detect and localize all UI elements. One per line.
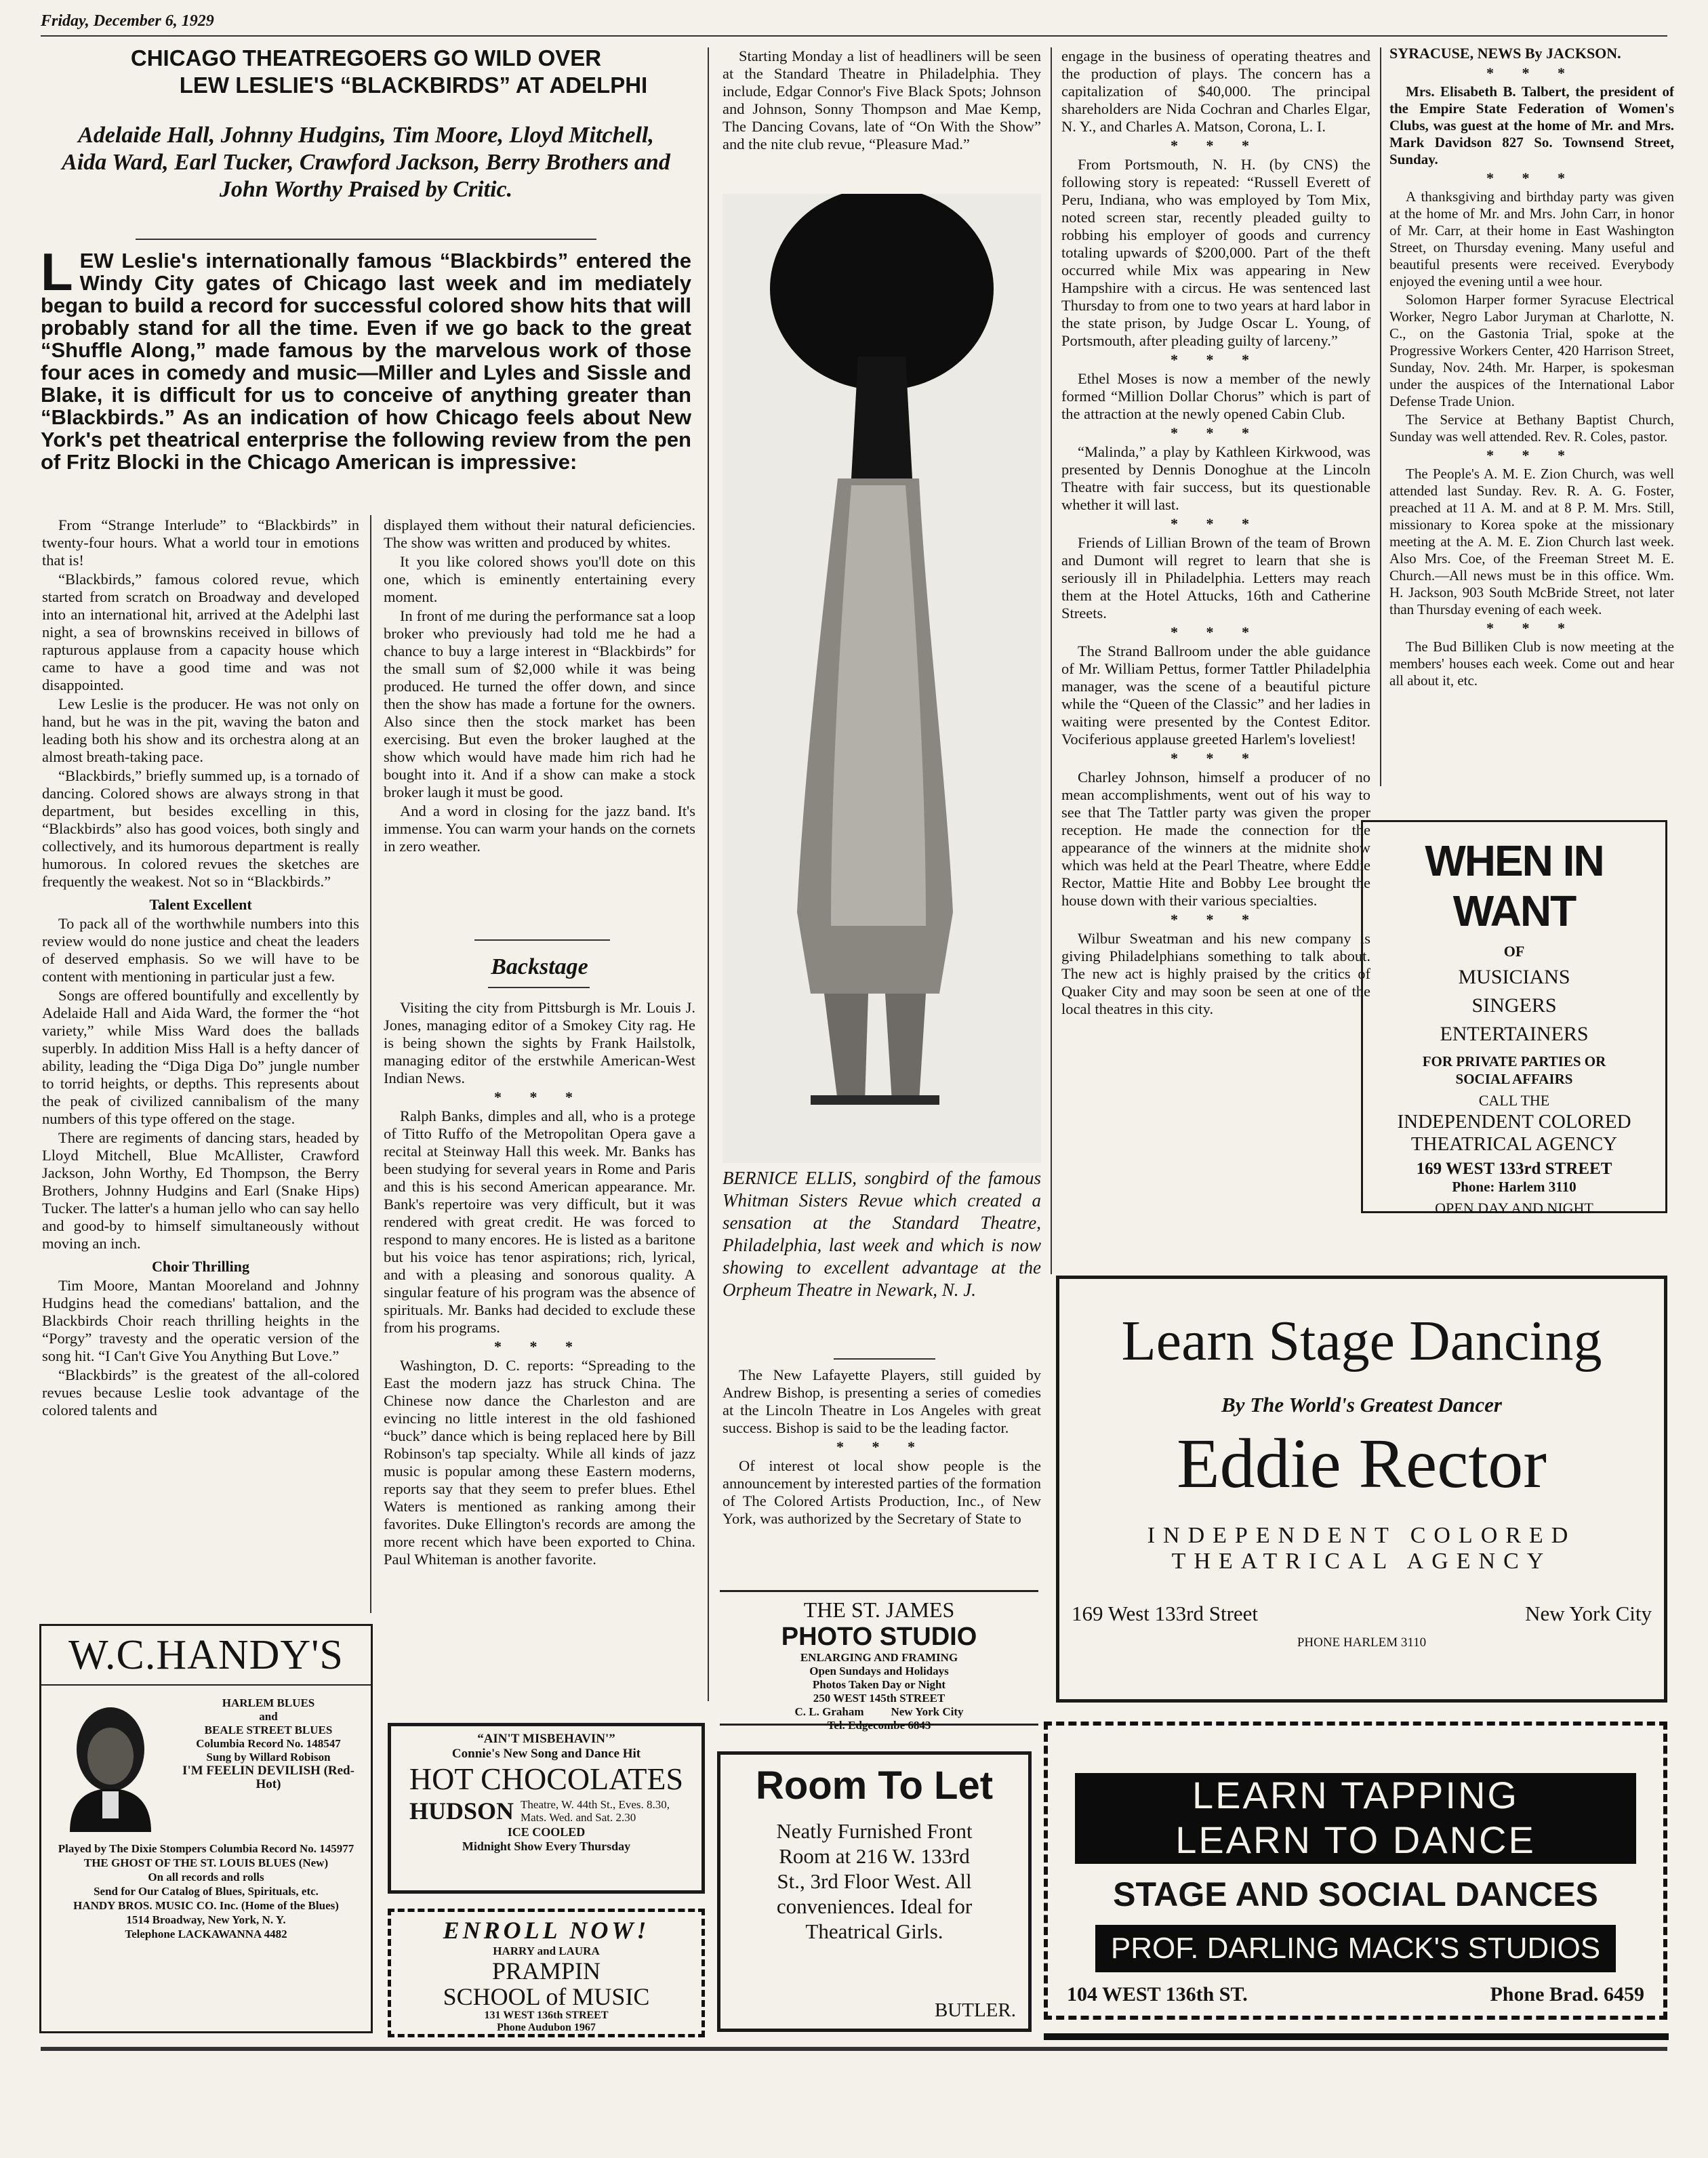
handy-line: THE GHOST OF THE ST. LOUIS BLUES (New) bbox=[83, 1856, 329, 1869]
handy-portrait-icon bbox=[56, 1696, 165, 1832]
eddie-rector-ad bbox=[1056, 1276, 1667, 1703]
mack-line-2: LEARN TO DANCE bbox=[1175, 1818, 1536, 1861]
caption-rule bbox=[834, 1358, 935, 1360]
mack-phone: Phone Brad. 6459 bbox=[1490, 1983, 1644, 2006]
handy-lower-text bbox=[49, 1841, 363, 1941]
hot-sub: Connie's New Song and Dance Hit bbox=[451, 1747, 641, 1761]
column-rule bbox=[370, 515, 371, 1613]
prampin-school-1: PRAMPIN bbox=[491, 1957, 601, 1984]
ad-for: FOR PRIVATE PARTIES OR SOCIAL AFFAIRS bbox=[1422, 1053, 1606, 1087]
story-paragraph: It you like colored shows you'll dote on this one, which is eminently entertaining every moment. bbox=[384, 553, 695, 605]
news-paragraph: engage in the business of operating theatres and the production of plays. The concern has a capitalization of $40,000. The principal shareholders are Nida Cochran and Charles Elgar, N. Y., and Charles A. Matson, Corona, L. I. bbox=[1061, 47, 1370, 135]
prampin-title: ENROLL NOW! bbox=[443, 1917, 650, 1944]
eddie-name: Eddie Rector bbox=[1177, 1425, 1547, 1503]
handy-line: 1514 Broadway, New York, N. Y. bbox=[126, 1913, 286, 1926]
ad-call: CALL THE bbox=[1478, 1092, 1550, 1109]
handy-line: HARLEM BLUES bbox=[222, 1696, 315, 1709]
section-stars: * * * bbox=[1486, 619, 1577, 636]
news-paragraph: Charley Johnson, himself a producer of no mean accomplishments, went out of his way to see that The Tattler party was given the proper reception. He made the connection for the appearance of the winners at the midnite show which was held at the Pearl Theatre, where Eddie Rector, Mattie Hite and Bobby Lee brought the house down with their various specialties. bbox=[1061, 769, 1370, 909]
story-paragraph: In front of me during the performance sat a loop broker who previously had told me he had a chance to buy a large interest in “Blackbirds” for the small sum of $2,000 while it was being produced. He turned the offer down, and since then the show has made a fortune for the owners. Also since then the stock market has been exercising. But even the broker laughed at the show which would have made him rich had he bought into it. And if a show can make a stock broker laugh it must be good. bbox=[384, 607, 695, 800]
portrait-figure bbox=[723, 194, 1041, 1163]
darling-mack-ad bbox=[1044, 1722, 1667, 2020]
deck-rule bbox=[136, 239, 596, 240]
column-3-bottom bbox=[723, 1366, 1041, 1570]
section-stars: * * * bbox=[1171, 137, 1261, 154]
eddie-tagline: By The World's Greatest Dancer bbox=[1221, 1393, 1502, 1417]
story-column-1 bbox=[42, 516, 359, 1601]
handy-line: I'M FEELIN DEVILISH (Red-Hot) bbox=[182, 1764, 354, 1791]
st-james-city: New York City bbox=[891, 1705, 964, 1718]
handy-line: Sung by Willard Robison bbox=[206, 1751, 331, 1764]
mack-address: 104 WEST 136th ST. bbox=[1067, 1983, 1248, 2006]
st-james-ad bbox=[720, 1590, 1038, 1732]
hot-row bbox=[391, 1797, 702, 1825]
section-stars: * * * bbox=[1171, 911, 1261, 928]
handy-text bbox=[170, 1696, 367, 1791]
handy-line: and bbox=[259, 1710, 278, 1723]
news-paragraph: The Service at Bethany Baptist Church, Sunday was well attended. Rev. R. Coles, pastor. bbox=[1389, 411, 1674, 445]
news-paragraph: The Bud Billiken Club is now meeting at the members' houses each week. Come out and hear all about it, etc. bbox=[1389, 638, 1674, 689]
eddie-phone: PHONE HARLEM 3110 bbox=[1297, 1635, 1427, 1650]
section-stars: * * * bbox=[1171, 424, 1261, 441]
main-headline bbox=[41, 45, 691, 99]
section-stars: * * * bbox=[1486, 169, 1577, 186]
headline-line-2: LEW LESLIE'S “BLACKBIRDS” AT ADELPHI bbox=[179, 73, 648, 98]
news-paragraph: Wilbur Sweatman and his new company is giving Philadelphians something to talk about. The new act is highly praised by the critics of Quaker City and may soon be seen at one of the local theatres in this city. bbox=[1061, 930, 1370, 1017]
column-4 bbox=[1061, 47, 1370, 1267]
backstage-rule bbox=[488, 987, 590, 988]
hot-title: HOT CHOCOLATES bbox=[409, 1762, 684, 1796]
lead-text: EW Leslie's internationally famous “Blackbirds” entered the Windy City gates of Chicago last week and im mediately began to build a record for successful colored show hits that will probably stand for all the time. Even if we go back to the great “Shuffle Along,” made famous by the marvelous work of those four aces in comedy and music—Miller and Lyles and Sissle and Blake, it is difficult for us to conceive of anything greater than “Blackbirds.” As an indication of how Chicago feels about New York's pet theatrical enterprise the following review from the pen of Fritz Blocki in the Chicago American is impressive: bbox=[41, 249, 691, 474]
backstage-paragraph: Ralph Banks, dimples and all, who is a protege of Titto Ruffo of the Metropolitan Opera gave a recital at Steinway Hall this week. Mr. Banks has been studying for several years in Rome and Paris and this is his second American appearance. Mr. Bank's repertoire was very difficult, but it was rendered with great credit. He was forced to respond to many encores. He is listed as a baritone but his voice has tenor aspirations; rich, lyrical, and with a pleasing and sonorous quality. A singular feature of his program was the absence of spirituals. Mr. Banks had decided to exclude these from his programs. bbox=[384, 1107, 695, 1336]
st-james-title-1: THE ST. JAMES bbox=[803, 1597, 955, 1622]
when-in-want-title: WHEN IN WANT bbox=[1425, 836, 1604, 935]
column-3-top bbox=[723, 47, 1041, 183]
eddie-headline: Learn Stage Dancing bbox=[1121, 1309, 1602, 1372]
bottom-rule-fade bbox=[41, 2047, 1667, 2051]
prampin-phone: Phone Audubon 1967 bbox=[497, 2022, 596, 2033]
section-stars: * * * bbox=[1171, 351, 1261, 368]
handy-line: HANDY BROS. MUSIC CO. Inc. (Home of the Blues) bbox=[73, 1899, 339, 1912]
when-in-want-ad bbox=[1361, 820, 1667, 1217]
mack-line-4: PROF. DARLING MACK'S STUDIOS bbox=[1095, 1925, 1616, 1972]
st-james-owner: C. L. Graham bbox=[794, 1705, 864, 1718]
news-paragraph: The Strand Ballroom under the able guidance of Mr. William Pettus, former Tattler Philadelphia manager, was the scene of a beautiful picture while the “Queen of the Classic” and her ladies in waiting were presented by the Contest Editor. Vociferious applause greeted Harlem's loveliest! bbox=[1061, 643, 1370, 748]
hot-theatre: HUDSON bbox=[409, 1797, 514, 1825]
story-paragraph: “Blackbirds” is the greatest of the all-colored revues because Leslie took advantage of the colored talents and bbox=[42, 1366, 359, 1419]
story-paragraph: To pack all of the worthwhile numbers into this review would do none justice and cheat the leaders of deserved emphasis. So we will have to be content with mentioning in particular just a few. bbox=[42, 915, 359, 985]
subhead-talent: Talent Excellent bbox=[149, 896, 252, 913]
story-paragraph: displayed them without their natural deficiencies. The show was written and produced by whites. bbox=[384, 516, 695, 551]
ad-line: ENTERTAINERS bbox=[1440, 1023, 1589, 1045]
section-stars: * * * bbox=[1171, 750, 1261, 767]
drop-cap: L bbox=[41, 242, 73, 302]
st-james-row bbox=[720, 1705, 1038, 1719]
section-stars: * * * bbox=[836, 1438, 927, 1455]
room-sign: BUTLER. bbox=[934, 1999, 1016, 2021]
backstage-paragraph: Washington, D. C. reports: “Spreading to the East the modern jazz has struck China. The Chinese now dance the Charleston and are evincing no little interest in the old fashioned “buck” dance which is being replaced here by Bill Robinson's tap specialty. While all kinds of jazz music is popular among these Eastern moderns, reports say that they seem to prefer blues. Ethel Waters is mentioned as ranking among their favorites. Duke Ellington's records are among the more recent which have been exported to China. Paul Whiteman is another favorite. bbox=[384, 1357, 695, 1568]
st-james-line: Photos Taken Day or Night bbox=[812, 1678, 946, 1691]
handy-line: Send for Our Catalog of Blues, Spirituals, etc. bbox=[94, 1885, 319, 1898]
headline-line-1: CHICAGO THEATREGOERS GO WILD OVER bbox=[130, 45, 602, 70]
handy-line: On all records and rolls bbox=[148, 1871, 264, 1884]
story-paragraph: There are regiments of dancing stars, headed by Lloyd Mitchell, Blue McAllister, Crawford Jackson, John Worthy, Ed Thompson, the Berry Brothers, Johnny Hudgins and Earl (Snake Hips) Tucker. The latter's a human jello who can say hello and good-by to himself simultaneously without moving an inch. bbox=[42, 1129, 359, 1252]
subhead-choir: Choir Thrilling bbox=[151, 1258, 250, 1275]
hot-details: Theatre, W. 44th St., Eves. 8.30, Mats. Wed. and Sat. 2.30 bbox=[521, 1798, 670, 1824]
ad-line: MUSICIANS bbox=[1458, 966, 1570, 988]
story-paragraph: “Blackbirds,” briefly summed up, is a tornado of dancing. Colored shows are always strong in that department, but besides excelling in this, “Blackbirds” also has good voices, both singly and collectively, and its humorous department is really humorous. In colored revues the sketches are frequently the weakest. Not so in “Blackbirds.” bbox=[42, 767, 359, 890]
dateline-rule bbox=[41, 35, 1667, 37]
news-paragraph: A thanksgiving and birthday party was given at the home of Mr. and Mrs. John Carr, in honor of Mr. Carr, at their home in East Washington Street, on Thursday evening. Many useful and beautiful presents were received. Everybody enjoyed the evening until a wee hour. bbox=[1389, 188, 1674, 289]
news-paragraph: Ethel Moses is now a member of the newly formed “Million Dollar Chorus” which is part of the attraction at the newly opened Cabin Club. bbox=[1061, 370, 1370, 422]
story-paragraph: Tim Moore, Mantan Mooreland and Johnny Hudgins head the comedians' battalion, and the Blackbirds Choir reach thrilling heights in the “Porgy” travesty and the operatic version of the song hit. “I Can't Give You Anything But Love.” bbox=[42, 1277, 359, 1364]
prampin-school-2: SCHOOL of MUSIC bbox=[443, 1983, 650, 2010]
story-column-2 bbox=[384, 516, 695, 937]
hot-cooled: ICE COOLED bbox=[507, 1825, 586, 1839]
news-paragraph: From Portsmouth, N. H. (by CNS) the following story is repeated: “Russell Everett of Peru, Indiana, who was employed by Tom Mix, noted screen star, recently pleaded guilty to robbing his employer of goods and currency totaling upwards of $200,000. Part of the theft occurred while Mix was appearing in New Hampshire with a circus. He was sentenced last Thursday to from one to two years at hard labor in the state prison, by Judge Oscar L. Young, of Portsmouth, after pleading guilty of larceny.” bbox=[1061, 156, 1370, 349]
main-deck: Adelaide Hall, Johnny Hudgins, Tim Moore, Lloyd Mitchell, Aida Ward, Earl Tucker, Crawford Jackson, Berry Brothers and John Worthy Praised by Critic. bbox=[62, 123, 670, 202]
section-stars: * * * bbox=[1171, 515, 1261, 532]
dateline: Friday, December 6, 1929 bbox=[41, 12, 214, 30]
st-james-line: ENLARGING AND FRAMING bbox=[800, 1651, 958, 1664]
prampin-address: 131 WEST 136th STREET bbox=[484, 2010, 609, 2021]
st-james-address: 250 WEST 145th STREET bbox=[813, 1692, 946, 1705]
news-paragraph: Solomon Harper former Syracuse Electrical Worker, Negro Labor Juryman at Charlotte, N. C., on the Gastonia Trial, spoke at the Progressive Workers Center, 420 Harrison Street, Sunday, Nov. 24th. Mr. Harper, is spokesman under the auspices of the International Labor Defense Trade Union. bbox=[1389, 291, 1674, 409]
handy-line: Telephone LACKAWANNA 4482 bbox=[125, 1928, 287, 1940]
story-end-rule bbox=[474, 939, 610, 941]
news-paragraph: Friends of Lillian Brown of the team of Brown and Dumont will regret to learn that she is seriously ill in Philadelphia. Letters may reach them at the Hotel Attucks, 16th and Catherine Streets. bbox=[1061, 534, 1370, 622]
column-5 bbox=[1389, 45, 1674, 811]
section-stars: * * * bbox=[1171, 624, 1261, 640]
eddie-agency-1: INDEPENDENT COLORED bbox=[1147, 1523, 1577, 1548]
room-title: Room To Let bbox=[755, 1764, 994, 1808]
story-paragraph: Lew Leslie is the producer. He was not only on hand, but he was in the pit, waving the baton and leading both his show and its orchestra along at an almost breath-taking pace. bbox=[42, 695, 359, 765]
column-rule bbox=[1380, 47, 1381, 786]
room-body: Neatly Furnished Front Room at 216 W. 133rd St., 3rd Floor West. All conveniences. Ideal for Theatrical Girls. bbox=[776, 1819, 973, 1943]
st-james-line: Open Sundays and Holidays bbox=[809, 1665, 949, 1677]
st-james-title-2: PHOTO STUDIO bbox=[781, 1623, 977, 1651]
mack-black-panel bbox=[1075, 1773, 1636, 1864]
hot-midnight: Midnight Show Every Thursday bbox=[462, 1839, 631, 1853]
photo-caption: BERNICE ELLIS, songbird of the famous Whitman Sisters Revue which created a sensation at the Standard Theatre, Philadelphia, last week and which is now showing to excellent advantage at the Orpheum Theatre in Newark, N. J. bbox=[723, 1168, 1041, 1300]
handy-portrait bbox=[56, 1696, 165, 1832]
hot-chocolates-ad bbox=[388, 1723, 705, 1894]
story-paragraph: “Blackbirds,” famous colored revue, which started from scratch on Broadway and developed into an international hit, arrived at the Adelphi last night, a sea of brownskins received in billows of rapturous applause from a capacity house which came to have a good time and was not disappointed. bbox=[42, 571, 359, 693]
backstage-paragraph: Visiting the city from Pittsburgh is Mr. Louis J. Jones, managing editor of a Smokey City rag. He is being shown the sights by Frank Hailstolk, managing editor of the erstwhile American-West Indian News. bbox=[384, 999, 695, 1086]
ad-address: 169 WEST 133rd STREET bbox=[1416, 1160, 1612, 1178]
news-paragraph: Of interest ot local show people is the announcement by interested parties of the formation of The Colored Artists Production, Inc., of New York, was authorized by the Secretary of State to bbox=[723, 1457, 1041, 1527]
story-paragraph: From “Strange Interlude” to “Blackbirds” in twenty-four hours. What a world tour in emotions that is! bbox=[42, 516, 359, 569]
handy-line: Played by The Dixie Stompers Columbia Record No. 145977 bbox=[58, 1842, 354, 1855]
lead-paragraph bbox=[41, 242, 691, 474]
mack-line-3: STAGE AND SOCIAL DANCES bbox=[1113, 1875, 1598, 1913]
eddie-city: New York City bbox=[1525, 1602, 1652, 1625]
eddie-address: 169 West 133rd Street bbox=[1072, 1602, 1259, 1625]
mack-line-1: LEARN TAPPING bbox=[1192, 1774, 1519, 1816]
hot-top: “AIN'T MISBEHAVIN'” bbox=[477, 1732, 615, 1746]
bottom-rule bbox=[1044, 2033, 1669, 2040]
handy-line: BEALE STREET BLUES bbox=[204, 1724, 333, 1736]
handy-title: W.C.HANDY'S bbox=[41, 1626, 371, 1686]
section-stars: * * * bbox=[1486, 447, 1577, 464]
ad-hours: OPEN DAY AND NIGHT bbox=[1435, 1200, 1593, 1217]
ad-agency: INDEPENDENT COLORED THEATRICAL AGENCY bbox=[1397, 1111, 1631, 1155]
handy-line: Columbia Record No. 148547 bbox=[196, 1737, 341, 1750]
syracuse-heading: SYRACUSE, NEWS By JACKSON. bbox=[1389, 45, 1621, 62]
backstage-column bbox=[384, 999, 695, 1704]
ad-line: SINGERS bbox=[1471, 994, 1557, 1017]
news-paragraph: The People's A. M. E. Zion Church, was well attended last Sunday. Rev. R. A. G. Foster, preached at 11 A. M. and at 8 P. M. Mrs. Still, missionary to Korea spoke at the missionary meeting at the A. M. E. Zion Church last week. Also Mrs. Coe, of the Freeman Street M. E. Church.—All news must be in this office. Wm. H. Jackson, 903 South McBride Street, not later than Thursday evening of each week. bbox=[1389, 466, 1674, 617]
news-paragraph: The New Lafayette Players, still guided by Andrew Bishop, is presenting a series of comedies at the Lincoln Theatre in Los Angeles with great success. Bishop is said to be the leading factor. bbox=[723, 1366, 1041, 1436]
news-paragraph: “Malinda,” a play by Kathleen Kirkwood, was presented by Dennis Donoghue at the Lincoln Theatre with fair success, but its questionable whether it will last. bbox=[1061, 443, 1370, 513]
section-stars: * * * bbox=[1486, 64, 1577, 81]
section-stars: * * * bbox=[494, 1338, 585, 1355]
handy-ad bbox=[39, 1624, 373, 2033]
news-paragraph: Starting Monday a list of headliners will be seen at the Standard Theatre in Philadelphia. They include, Edgar Connor's Five Black Spots; Johnson and Johnson, Sonny Thompson and Mae Kemp, The Dancing Covans, late of “On With the Show” and the nite club revue, “Pleasure Mad.” bbox=[723, 47, 1041, 152]
st-james-tel: Tel. Edgecombe 6843 bbox=[827, 1719, 931, 1732]
ad-phone: Phone: Harlem 3110 bbox=[1452, 1179, 1577, 1195]
eddie-agency-2: THEATRICAL AGENCY bbox=[1171, 1549, 1552, 1574]
news-paragraph: Mrs. Elisabeth B. Talbert, the president of the Empire State Federation of Women's Clubs, was guest at the home of Mr. and Mrs. Mark Davidson 827 So. Townsend Street, Sunday. bbox=[1389, 83, 1674, 167]
prampin-names: HARRY and LAURA bbox=[493, 1945, 600, 1957]
column-rule bbox=[1051, 47, 1052, 1274]
backstage-title: Backstage bbox=[491, 954, 588, 979]
story-paragraph: Songs are offered bountifully and excellently by Adelaide Hall and Aida Ward, the former the “hot variety,” while Miss Ward does the ballads superbly. In addition Miss Hall is a hefty dancer of ability, leading the “Diga Diga Do” jungle number to torrid heights, or depths. This represents about the peak of civilized cannibalism of the many numbers of this type offered on the stage. bbox=[42, 987, 359, 1127]
bernice-ellis-photo bbox=[723, 194, 1041, 1163]
section-stars: * * * bbox=[494, 1088, 585, 1105]
eddie-address-row bbox=[1059, 1602, 1664, 1626]
story-paragraph: And a word in closing for the jazz band. It's immense. You can warm your hands on the cornets in zero weather. bbox=[384, 802, 695, 855]
room-to-let-ad bbox=[717, 1751, 1032, 2032]
ad-of: OF bbox=[1503, 943, 1525, 960]
column-rule bbox=[708, 47, 709, 1701]
prampin-ad bbox=[388, 1909, 705, 2037]
